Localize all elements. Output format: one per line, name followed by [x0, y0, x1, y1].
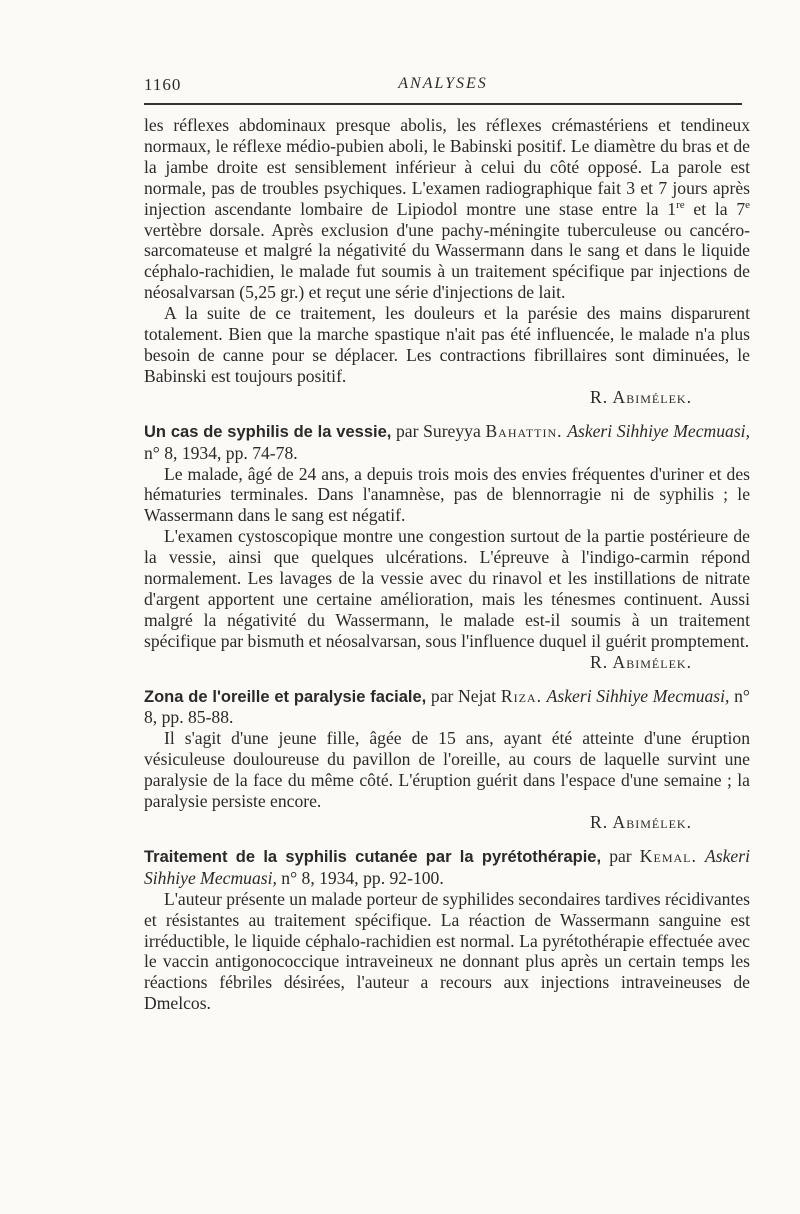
running-title: ANALYSES — [398, 75, 488, 92]
header-rule — [144, 103, 742, 105]
page-number: 1160 — [144, 75, 182, 94]
intro-text-mid: et la — [693, 198, 728, 219]
journal-ref: n° 8, 1934, pp. 92-100. — [281, 867, 444, 888]
journal-ref: n° 8, pp. 85-88. — [144, 685, 750, 728]
author-prefix: par Nejat — [430, 685, 497, 706]
journal-name: Askeri Sihhiye Mecmuasi, — [546, 685, 730, 706]
intro-text: les réflexes abdominaux presque abolis, les réflexes crémastériens et tendineux normaux, le réflexe médio-pubien aboli, le Babinski positif. Le diamètre du bras et de la jambe droite est sensiblement inférieur à celui du côté opposé. La parole est normale, pas de troubles psychiques. L'examen radiographique fait 3 et 7 jours après injection ascendante lombaire de Lipiodol montre une stase entre la — [144, 115, 750, 219]
article-heading — [144, 686, 750, 729]
author-prefix: par Sureyya — [396, 420, 481, 441]
running-header — [144, 75, 742, 99]
signature: R. Abimélek. — [590, 651, 692, 672]
intro-text-end: vertèbre dorsale. Après exclusion d'une pachy-méningite tuberculeuse ou cancéro-sarcomateuse et malgré la négativité du Wassermann dans le sang et dans le liquide céphalo-rachidien, le malade fut soumis à un traitement spécifique par injections de néosalvarsan (5,25 gr.) et reçut une série d'injections de lait. — [144, 219, 750, 303]
author-name: Kemal. — [639, 845, 697, 866]
signature: R. Abimélek. — [590, 812, 692, 832]
signature: R. Abimélek. — [590, 386, 692, 407]
article-paragraph: Le malade, âgé de 24 ans, a depuis trois mois des envies fréquentes d'uriner et des hématuries terminales. Dans l'anamnèse, pas de blennorragie ni de syphilis ; le Wassermann dans le sang est négatif. — [144, 463, 750, 526]
ordinal-suffix-1: re — [676, 198, 685, 211]
article-body — [144, 115, 750, 1014]
article-title: Traitement de la syphilis cutanée par la pyrétothérapie, — [144, 847, 602, 866]
intro-paragraph-2: A la suite de ce traitement, les douleurs et la parésie des mains disparurent totalement. Bien que la marche spastique n'ait pas été influencée, le malade n'a plus besoin de canne pour se déplacer. Les contractions fibrillaires sont diminuées, le Babinski est toujours positif. — [144, 303, 750, 386]
article-paragraph: Il s'agit d'une jeune fille, âgée de 15 ans, ayant été atteinte d'une éruption vésiculeuse douloureuse du pavillon de l'oreille, au cours de laquelle survint une paralysie de la face du même côté. L'éruption guérit dans l'espace d'une semaine ; la paralysie persiste encore. — [144, 728, 750, 812]
article-title: Zona de l'oreille et paralysie faciale, — [144, 687, 427, 706]
author-name: Riza. — [500, 685, 542, 706]
article-paragraph: L'auteur présente un malade porteur de syphilides secondaires tardives récidivantes et résistantes au traitement spécifique. La réaction de Wassermann sanguine est irréductible, le liquide céphalo-rachidien est normal. La pyrétothérapie effectuée avec le vaccin antigonococcique intraveineux ne donnant plus après un certain temps les réactions fébriles désirées, l'auteur a recours aux injections intraveineuses de Dmelcos. — [144, 888, 750, 1014]
author-prefix: par — [609, 845, 632, 866]
journal-name: Askeri Sihhiye Mecmuasi, — [144, 845, 750, 888]
intro-paragraph-1 — [144, 115, 750, 303]
author-name: Bahattin. — [485, 420, 563, 441]
journal-name: Askeri Sihhiye Mecmuasi, — [567, 420, 750, 441]
article-heading — [144, 421, 750, 464]
ordinal-base-1: 1 — [667, 198, 677, 219]
article-paragraph: L'examen cystoscopique montre une congestion surtout de la partie postérieure de la vessie, ainsi que quelques ulcérations. L'épreuve à l'indigo-carmin répond normalement. Les lavages de la vessie avec du rinavol et les instillations de nitrate d'argent apportent une certaine amélioration, mais les ténesmes continuent. Aussi malgré la négativité du Wassermann, le malade est-il soumis à un traitement spécifique par bismuth et néosalvarsan, sous l'influence duquel il guérit promptement. — [144, 526, 750, 651]
article-title: Un cas de syphilis de la vessie, — [144, 422, 392, 441]
ordinal-base-2: 7 — [736, 198, 746, 219]
ordinal-suffix-2: e — [745, 198, 751, 211]
article-heading — [144, 846, 750, 889]
journal-ref: n° 8, 1934, pp. 74-78. — [144, 442, 298, 463]
